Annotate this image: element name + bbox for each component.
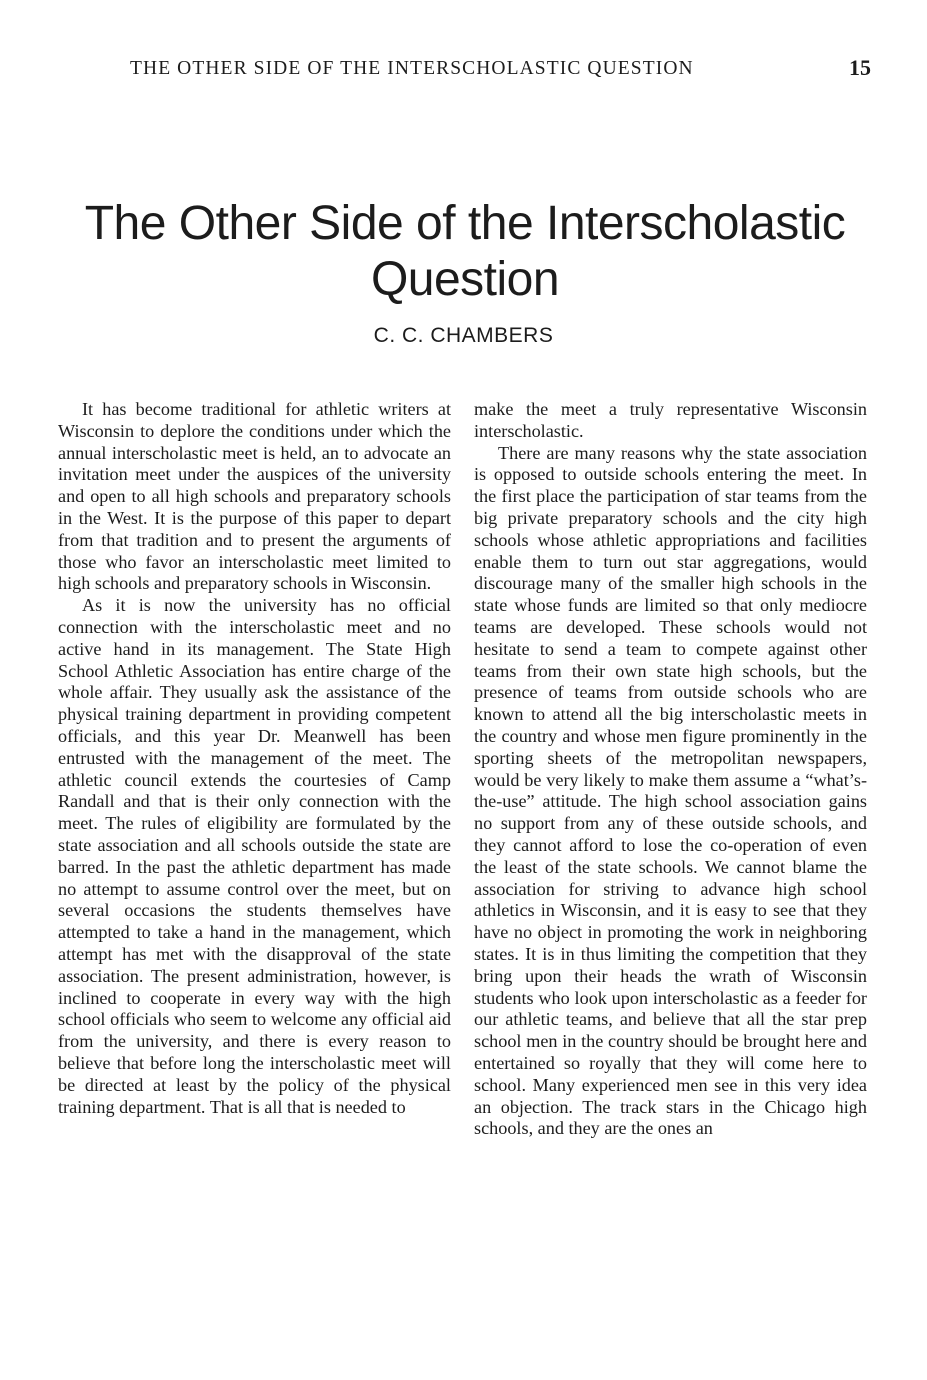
page-number: 15 bbox=[849, 55, 871, 80]
paragraph: There are many reasons why the state association is opposed to outside schools entering the meet. In the first place the participation of star teams from the big private preparatory schools and the city high schools whose athletic appropriations and facilities enable them to turn out star aggregations, would discourage many of the smaller high schools in the state whose funds are limited so that only mediocre teams are developed. These schools would not hesitate to send a team to compete against other teams from their own state high schools, but the presence of teams from outside schools who are known to attend all the big interscholastic meets in the country and whose men figure prominently in the sporting sheets of the metropolitan newspapers, would be very likely to make them assume a “what’s-the-use” attitude. The high school association gains no support from any of these outside schools, and they cannot afford to lose the co-operation of even the least of the state schools. We cannot blame the association for striving to advance high school athletics in Wisconsin, and it is easy to see that they have no object in promoting the work in neighboring states. It is in thus limiting the competition that they bring upon their heads the wrath of Wisconsin students who look upon interscholastic as a feeder for our athletic teams, and believe that all the star prep school men in the country should be brought here and entertained so royally that they will come here to school. Many experienced men see in this very idea an objection. The track stars in the Chicago high schools, and they are the ones an bbox=[474, 442, 867, 1139]
paragraph: It has become traditional for athletic writers at Wisconsin to deplore the conditions under which the annual interscholastic meet is held, an to advocate an invitation meet under the auspices of the university and open to all high schools and preparatory schools in the West. It is the purpose of this paper to depart from that tradition and to present the arguments of those who favor an interscholastic meet limited to high schools and preparatory schools in Wisconsin. bbox=[58, 399, 451, 594]
article-title-line-2: Question bbox=[370, 253, 560, 306]
author-byline: C. C. CHAMBERS bbox=[373, 324, 554, 347]
article-title-line-1: The Other Side of the Interscholastic bbox=[84, 197, 846, 250]
left-column bbox=[58, 399, 451, 1118]
continued-paragraph: make the meet a truly representative Wisconsin interscholastic. bbox=[474, 399, 867, 441]
running-head: THE OTHER SIDE OF THE INTERSCHOLASTIC QUESTION bbox=[130, 58, 694, 79]
paragraph: As it is now the university has no official connection with the interscholastic meet and no active hand in its management. The State High School Athletic Association has entire charge of the whole affair. They usually ask the assistance of the physical training department in providing competent officials, and this year Dr. Meanwell has been entrusted with the management of the meet. The athletic council extends the courtesies of Camp Randall and that is their only connection with the meet. The rules of eligibility are formulated by the state association and all schools outside the state are barred. In the past the athletic department has made no attempt to assume control over the meet, but on several occasions the students themselves have attempted to take a hand in the management, which attempt has met with the disapproval of the state association. The present administration, however, is inclined to cooperate in every way with the high school officials who seem to welcome any official aid from the university, and there is every reason to believe that before long the interscholastic meet will be directed at least by the policy of the physical training department. That is all that is needed to bbox=[58, 595, 451, 1117]
article-title bbox=[40, 196, 890, 308]
right-column bbox=[474, 399, 867, 1140]
